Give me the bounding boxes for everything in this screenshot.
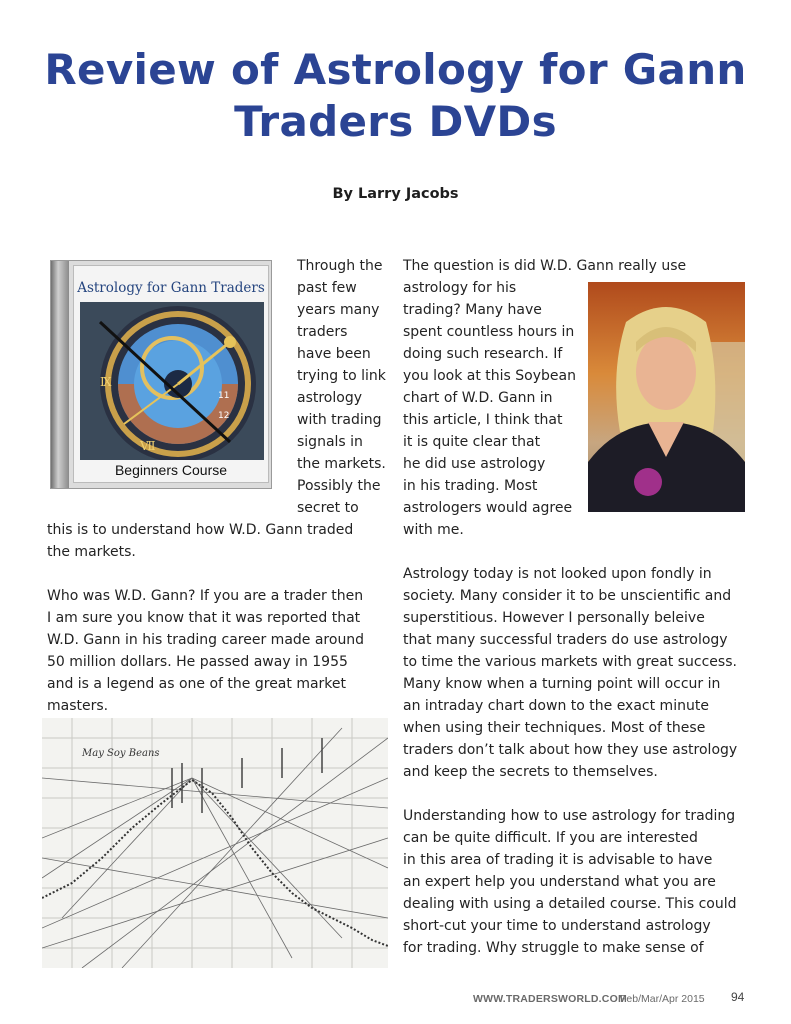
left-wrap-line: astrology xyxy=(297,390,363,406)
footer-issue-date: Feb/Mar/Apr 2015 xyxy=(620,993,705,1005)
right-body-line: The question is did W.D. Gann really use xyxy=(403,258,687,274)
dvd-cover-art xyxy=(73,265,269,483)
right-body-line: it is quite clear that xyxy=(403,434,541,450)
left-wrap-line: with trading xyxy=(297,412,382,428)
left-body-line: I am sure you know that it was reported that xyxy=(47,610,361,626)
left-wrap-line: signals in xyxy=(297,434,363,450)
right-body-line: for trading. Why struggle to make sense of xyxy=(403,940,704,956)
left-wrap-line: the markets. xyxy=(297,456,386,472)
right-body-line: this article, I think that xyxy=(403,412,563,428)
left-body-line: Who was W.D. Gann? If you are a trader then xyxy=(47,588,364,604)
right-body-line: an expert help you understand what you are xyxy=(403,874,716,890)
right-body-line: in his trading. Most xyxy=(403,478,538,494)
left-body-line: the markets. xyxy=(47,544,136,560)
article-title-line-2: Traders DVDs xyxy=(234,97,557,146)
right-body-line: an intraday chart down to the exact minute xyxy=(403,698,709,714)
article-byline: By Larry Jacobs xyxy=(332,186,459,202)
right-body-line: Astrology today is not looked upon fondly in xyxy=(403,566,712,582)
left-body-line: 50 million dollars. He passed away in 1955 xyxy=(47,654,348,670)
right-body-line: traders don’t talk about how they use astrology xyxy=(403,742,738,758)
left-body-line: W.D. Gann in his trading career made around xyxy=(47,632,365,648)
astronomical-clock-icon xyxy=(80,302,264,460)
right-body-line: society. Many consider it to be unscientific and xyxy=(403,588,732,604)
right-body-line: in this area of trading it is advisable to have xyxy=(403,852,713,868)
left-wrap-line: trying to link xyxy=(297,368,386,384)
left-body-line: and is a legend as one of the great market xyxy=(47,676,347,692)
dial-numeral-12: 12 xyxy=(218,411,230,421)
dvd-case-spine xyxy=(51,261,69,488)
dvd-cover-image xyxy=(50,260,272,489)
right-body-line: short-cut your time to understand astrology xyxy=(403,918,711,934)
right-body-line: Understanding how to use astrology for trading xyxy=(403,808,736,824)
left-wrap-line: past few xyxy=(297,280,357,296)
right-body-line: he did use astrology xyxy=(403,456,546,472)
right-body-line: astrologers would agree xyxy=(403,500,573,516)
left-body-line: this is to understand how W.D. Gann traded xyxy=(47,522,354,538)
article-title-line-1: Review of Astrology for Gann xyxy=(44,45,747,94)
right-body-line: can be quite difficult. If you are interested xyxy=(403,830,698,846)
right-body-line: and keep the secrets to themselves. xyxy=(403,764,658,780)
right-body-line: to time the various markets with great success. xyxy=(403,654,737,670)
left-wrap-line: traders xyxy=(297,324,348,340)
left-wrap-line: Possibly the xyxy=(297,478,381,494)
left-body-line: masters. xyxy=(47,698,109,714)
right-body-line: chart of W.D. Gann in xyxy=(403,390,553,406)
gann-soybean-chart-image xyxy=(42,718,388,968)
right-body-line: astrology for his xyxy=(403,280,517,296)
left-wrap-line: years many xyxy=(297,302,380,318)
svg-text:Ⅸ: Ⅸ xyxy=(100,375,112,389)
right-body-line: spent countless hours in xyxy=(403,324,575,340)
dvd-cover-title: Astrology for Gann Traders xyxy=(77,280,265,296)
right-body-line: Many know when a turning point will occur in xyxy=(403,676,721,692)
right-body-line: you look at this Soybean xyxy=(403,368,576,384)
right-body-line: superstitious. However I personally beleive xyxy=(403,610,705,626)
right-body-line: dealing with using a detailed course. This could xyxy=(403,896,737,912)
chart-handwritten-label: May Soy Beans xyxy=(82,748,160,759)
author-portrait-photo xyxy=(588,282,745,512)
left-wrap-line: secret to xyxy=(297,500,359,516)
footer-website: WWW.TRADERSWORLD.COM xyxy=(473,993,627,1005)
right-body-line: when using their techniques. Most of these xyxy=(403,720,706,736)
article-title xyxy=(30,44,761,148)
right-body-line: that many successful traders do use astrology xyxy=(403,632,728,648)
left-wrap-line: Through the xyxy=(297,258,383,274)
right-body-line: with me. xyxy=(403,522,464,538)
right-body-line: doing such research. If xyxy=(403,346,563,362)
page-number: 94 xyxy=(731,990,745,1004)
svg-text:Ⅶ: Ⅶ xyxy=(140,439,156,453)
dvd-cover-subtitle: Beginners Course xyxy=(114,462,228,478)
right-body-line: trading? Many have xyxy=(403,302,542,318)
left-wrap-line: have been xyxy=(297,346,371,362)
dial-numeral-11: 11 xyxy=(218,391,230,401)
